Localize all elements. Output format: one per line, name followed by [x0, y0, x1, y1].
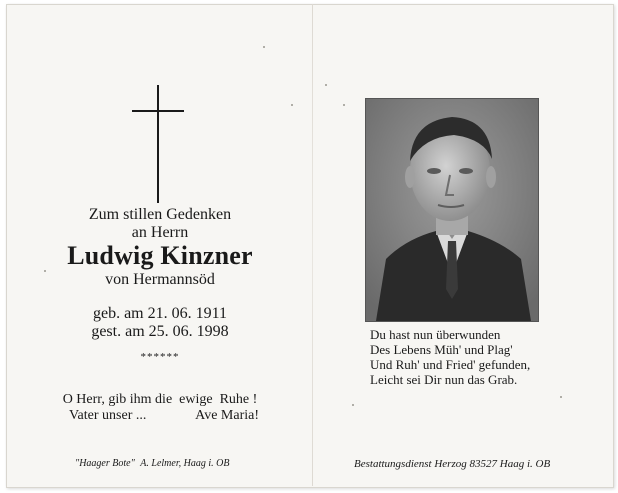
left-panel [7, 5, 313, 487]
paper-speck [263, 46, 265, 48]
left-footer-rest: A. Lelmer, Haag i. OB [140, 458, 230, 469]
poem-line-2: Des Lebens Müh' und Plag' [370, 342, 513, 357]
paper-speck [352, 404, 354, 406]
stars-divider: ****** [140, 351, 180, 363]
poem-line-4: Leicht sei Dir nun das Grab. [370, 372, 518, 387]
origin-line: von Hermannsöd [105, 271, 215, 288]
prayer-vater-unser: Vater unser ... [69, 408, 147, 423]
paper-speck [291, 104, 293, 106]
poem [370, 327, 530, 387]
cross-icon [132, 85, 184, 203]
paper-speck [325, 84, 327, 86]
poem-line-1: Du hast nun überwunden [370, 327, 501, 342]
poem-line-3: Und Ruh' und Fried' gefunden, [370, 357, 531, 372]
dedication-line-1: Zum stillen Gedenken [88, 206, 232, 223]
death-date: gest. am 25. 06. 1998 [91, 323, 229, 340]
deceased-name: Ludwig Kinzner [67, 241, 253, 270]
left-footer-quoted: "Haager Bote" [75, 458, 135, 469]
prayer-line-2 [69, 407, 259, 424]
paper-speck [560, 396, 562, 398]
birth-date: geb. am 21. 06. 1911 [92, 305, 228, 322]
prayer-line-1: O Herr, gib ihm die ewige Ruhe ! [62, 392, 258, 407]
card-fold [312, 4, 313, 486]
paper-speck [44, 270, 46, 272]
dedication-line-2: an Herrn [131, 224, 189, 241]
portrait-photo [365, 98, 539, 322]
right-footer: Bestattungsdienst Herzog 83527 Haag i. OB [354, 458, 551, 470]
paper-speck [343, 104, 345, 106]
prayer-ave-maria: Ave Maria! [195, 408, 259, 423]
left-footer [75, 458, 229, 469]
